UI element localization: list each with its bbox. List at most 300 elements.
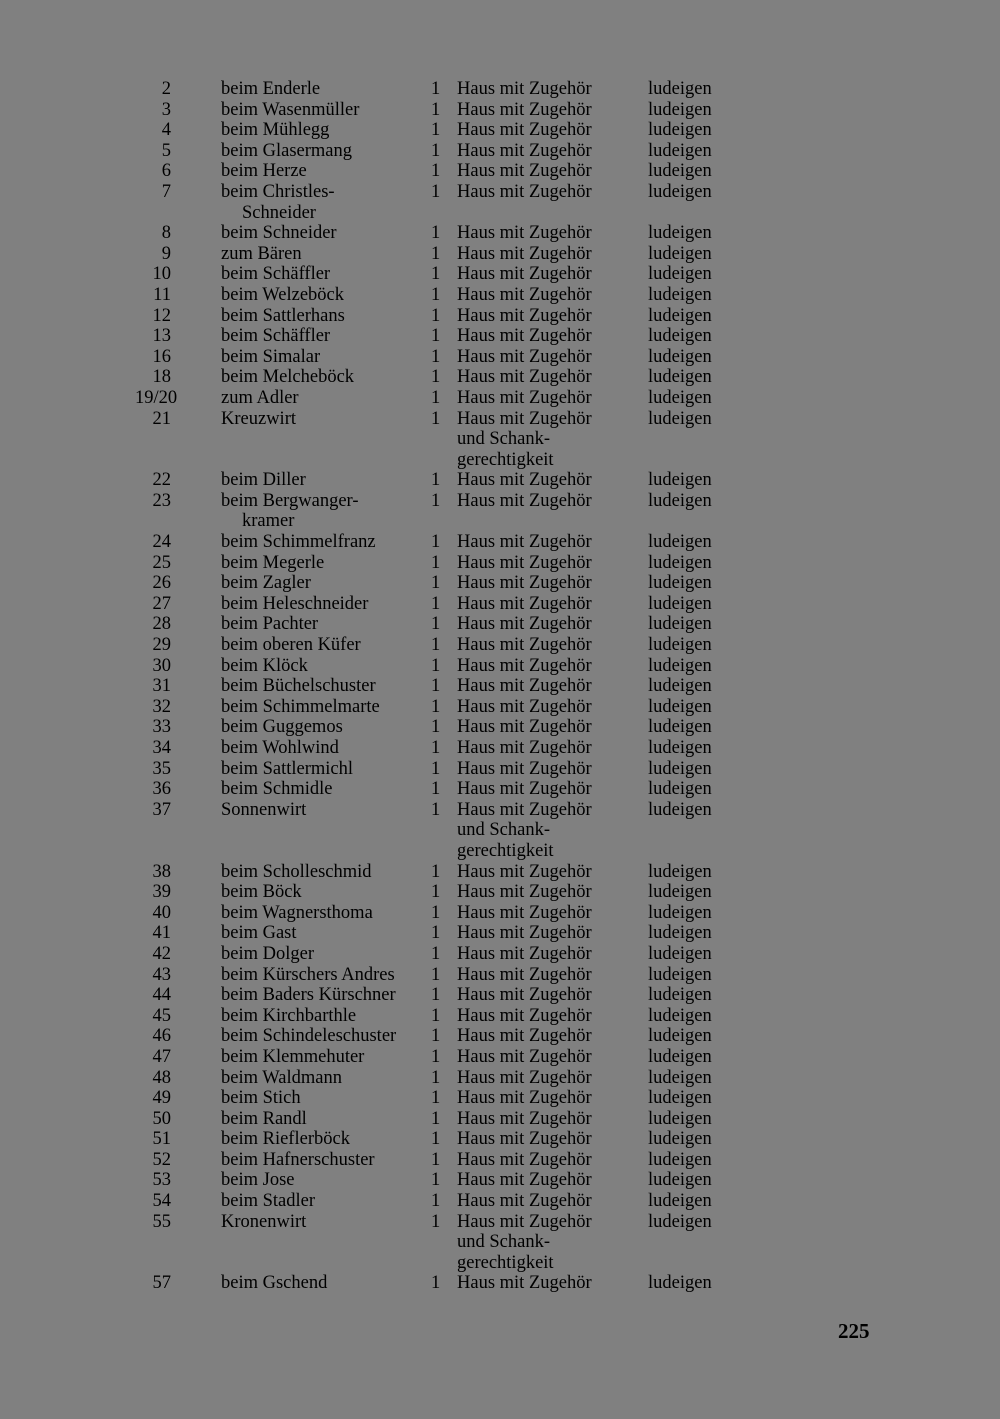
house-name: beim Hafnerschuster (221, 1149, 375, 1170)
house-count: 1 (431, 346, 441, 367)
house-number: 49 (152, 1088, 171, 1109)
house-number: 35 (152, 758, 171, 779)
ownership-status: ludeigen (648, 676, 712, 697)
table-row (0, 141, 1000, 162)
house-name: beim Büchelschuster (221, 676, 376, 697)
house-number: 55 (152, 1211, 171, 1232)
property-description: Haus mit Zugehör (457, 1211, 592, 1232)
house-count: 1 (431, 470, 441, 491)
house-number: 11 (153, 284, 171, 305)
table-row (0, 347, 1000, 368)
house-count: 1 (431, 799, 441, 820)
table-row (0, 676, 1000, 697)
table-row (0, 553, 1000, 574)
ownership-status: ludeigen (648, 346, 712, 367)
ownership-status: ludeigen (648, 1026, 712, 1047)
ownership-status: ludeigen (648, 284, 712, 305)
house-number: 30 (152, 655, 171, 676)
property-description: gerechtigkeit (457, 840, 554, 861)
house-number: 19/20 (135, 387, 178, 408)
house-number: 25 (152, 552, 171, 573)
ownership-status: ludeigen (648, 161, 712, 182)
house-count: 1 (431, 140, 441, 161)
house-name: beim Klöck (221, 655, 308, 676)
table-row (0, 223, 1000, 244)
house-count: 1 (431, 655, 441, 676)
ownership-status: ludeigen (648, 861, 712, 882)
property-description: Haus mit Zugehör (457, 799, 592, 820)
table-row (0, 182, 1000, 203)
table-row (0, 285, 1000, 306)
property-description: Haus mit Zugehör (457, 882, 592, 903)
table-row (0, 635, 1000, 656)
property-description: Haus mit Zugehör (457, 635, 592, 656)
house-name: beim Schneider (221, 223, 337, 244)
property-description: Haus mit Zugehör (457, 305, 592, 326)
house-count: 1 (431, 284, 441, 305)
property-description: Haus mit Zugehör (457, 140, 592, 161)
house-number: 44 (152, 985, 171, 1006)
house-count: 1 (431, 1046, 441, 1067)
house-count: 1 (431, 1191, 441, 1212)
property-description: Haus mit Zugehör (457, 161, 592, 182)
ownership-status: ludeigen (648, 387, 712, 408)
house-name: beim Wasenmüller (221, 99, 360, 120)
house-name: beim Gast (221, 923, 297, 944)
property-description: gerechtigkeit (457, 1252, 554, 1273)
table-row (0, 697, 1000, 718)
house-number: 22 (152, 470, 171, 491)
house-count: 1 (431, 696, 441, 717)
house-count: 1 (431, 181, 441, 202)
ownership-status: ludeigen (648, 1273, 712, 1294)
table-row (0, 573, 1000, 594)
house-count: 1 (431, 758, 441, 779)
property-description: Haus mit Zugehör (457, 367, 592, 388)
property-description: Haus mit Zugehör (457, 1046, 592, 1067)
house-count: 1 (431, 264, 441, 285)
house-name: beim Heleschneider (221, 593, 369, 614)
table-row (0, 903, 1000, 924)
table-row (0, 1170, 1000, 1191)
house-count: 1 (431, 305, 441, 326)
house-number: 27 (152, 593, 171, 614)
house-name: beim Stadler (221, 1191, 316, 1212)
property-description: und Schank- (457, 429, 550, 450)
house-number: 13 (152, 326, 171, 347)
house-name: beim Böck (221, 882, 302, 903)
house-number: 33 (152, 717, 171, 738)
house-name: beim Sattlerhans (221, 305, 345, 326)
ownership-status: ludeigen (648, 552, 712, 573)
house-number: 34 (152, 738, 171, 758)
house-number: 26 (152, 573, 171, 594)
house-name: zum Bären (221, 243, 302, 264)
ownership-status: ludeigen (648, 738, 712, 758)
table-row (0, 1191, 1000, 1212)
table-row (0, 738, 1000, 759)
ownership-status: ludeigen (648, 490, 712, 511)
house-number: 7 (161, 181, 171, 202)
table-row (0, 367, 1000, 388)
property-description: Haus mit Zugehör (457, 243, 592, 264)
ownership-status: ludeigen (648, 717, 712, 738)
house-number: 23 (152, 490, 171, 511)
table-row (0, 429, 1000, 450)
ownership-status: ludeigen (648, 367, 712, 388)
house-number: 41 (152, 923, 171, 944)
house-number: 47 (152, 1046, 171, 1067)
property-description: Haus mit Zugehör (457, 1129, 592, 1150)
table-row (0, 1232, 1000, 1253)
table-row (0, 1109, 1000, 1130)
table-row (0, 965, 1000, 986)
house-number: 3 (161, 99, 171, 120)
table-row (0, 820, 1000, 841)
table-row (0, 717, 1000, 738)
property-description: Haus mit Zugehör (457, 490, 592, 511)
house-number: 32 (152, 696, 171, 717)
house-name: beim Stich (221, 1088, 301, 1109)
house-number: 5 (161, 140, 171, 161)
house-name: beim Randl (221, 1108, 307, 1129)
house-name: beim Megerle (221, 552, 325, 573)
table-row (0, 1068, 1000, 1089)
property-description: Haus mit Zugehör (457, 717, 592, 738)
ownership-status: ludeigen (648, 1005, 712, 1026)
house-count: 1 (431, 243, 441, 264)
house-count: 1 (431, 161, 441, 182)
house-number: 48 (152, 1067, 171, 1088)
property-description: Haus mit Zugehör (457, 1170, 592, 1191)
property-description: Haus mit Zugehör (457, 861, 592, 882)
house-count: 1 (431, 1129, 441, 1150)
house-count: 1 (431, 408, 441, 429)
property-description: Haus mit Zugehör (457, 1026, 592, 1047)
ownership-status: ludeigen (648, 532, 712, 553)
house-name: beim Zagler (221, 573, 311, 594)
table-row (0, 470, 1000, 491)
house-name: beim Guggemos (221, 717, 343, 738)
house-name: beim Waldmann (221, 1067, 342, 1088)
ownership-status: ludeigen (648, 614, 712, 635)
house-name: kramer (242, 511, 295, 532)
ownership-status: ludeigen (648, 1129, 712, 1150)
property-description: Haus mit Zugehör (457, 326, 592, 347)
ownership-status: ludeigen (648, 326, 712, 347)
house-name: beim Gschend (221, 1273, 328, 1294)
ownership-status: ludeigen (648, 655, 712, 676)
house-count: 1 (431, 1005, 441, 1026)
house-count: 1 (431, 387, 441, 408)
house-number: 8 (161, 223, 171, 244)
ownership-status: ludeigen (648, 573, 712, 594)
house-number: 10 (152, 264, 171, 285)
property-description: Haus mit Zugehör (457, 1108, 592, 1129)
house-number: 53 (152, 1170, 171, 1191)
table-row (0, 326, 1000, 347)
property-description: Haus mit Zugehör (457, 758, 592, 779)
house-name: beim Schäffler (221, 326, 331, 347)
table-row (0, 1273, 1000, 1294)
house-count: 1 (431, 1170, 441, 1191)
ownership-status: ludeigen (648, 1108, 712, 1129)
house-count: 1 (431, 120, 441, 141)
house-name: beim Kirchbarthle (221, 1005, 357, 1026)
house-count: 1 (431, 573, 441, 594)
house-name: beim Jose (221, 1170, 295, 1191)
house-name: Kreuzwirt (221, 408, 296, 429)
table-row (0, 161, 1000, 182)
house-name: beim Pachter (221, 614, 319, 635)
house-count: 1 (431, 326, 441, 347)
house-count: 1 (431, 861, 441, 882)
property-description: Haus mit Zugehör (457, 985, 592, 1006)
table-row (0, 511, 1000, 532)
house-name: beim Schmidle (221, 779, 333, 800)
ownership-status: ludeigen (648, 223, 712, 244)
property-description: Haus mit Zugehör (457, 738, 592, 758)
house-count: 1 (431, 490, 441, 511)
property-description: Haus mit Zugehör (457, 181, 592, 202)
table-row (0, 614, 1000, 635)
ownership-status: ludeigen (648, 696, 712, 717)
ownership-status: ludeigen (648, 943, 712, 964)
table-row (0, 841, 1000, 862)
table-row (0, 944, 1000, 965)
table-row (0, 656, 1000, 677)
property-description: Haus mit Zugehör (457, 284, 592, 305)
house-number: 39 (152, 882, 171, 903)
table-row (0, 491, 1000, 512)
table-row (0, 759, 1000, 780)
house-count: 1 (431, 223, 441, 244)
table-row (0, 1150, 1000, 1171)
house-number: 4 (161, 120, 171, 141)
house-number: 57 (152, 1273, 171, 1294)
ownership-status: ludeigen (648, 470, 712, 491)
ownership-status: ludeigen (648, 1046, 712, 1067)
house-count: 1 (431, 99, 441, 120)
house-count: 1 (431, 676, 441, 697)
house-count: 1 (431, 1149, 441, 1170)
house-name: beim Rieflerböck (221, 1129, 350, 1150)
table-row (0, 100, 1000, 121)
house-name: beim Kürschers Andres (221, 964, 395, 985)
property-description: Haus mit Zugehör (457, 99, 592, 120)
table-row (0, 1088, 1000, 1109)
ownership-status: ludeigen (648, 243, 712, 264)
property-description: gerechtigkeit (457, 449, 554, 470)
house-count: 1 (431, 738, 441, 758)
house-name: beim Schimmelfranz (221, 532, 376, 553)
house-number: 28 (152, 614, 171, 635)
ownership-status: ludeigen (648, 923, 712, 944)
house-name: beim Scholleschmid (221, 861, 372, 882)
house-number: 9 (161, 243, 171, 264)
house-name: beim Welzeböck (221, 284, 344, 305)
house-name: beim Schäffler (221, 264, 331, 285)
house-number: 54 (152, 1191, 171, 1212)
house-name: beim Schindeleschuster (221, 1026, 397, 1047)
house-name: Schneider (242, 202, 316, 223)
page-number: 225 (838, 1319, 870, 1343)
house-count: 1 (431, 964, 441, 985)
ownership-status: ludeigen (648, 408, 712, 429)
property-description: Haus mit Zugehör (457, 943, 592, 964)
ownership-status: ludeigen (648, 964, 712, 985)
property-description: Haus mit Zugehör (457, 532, 592, 553)
property-description: Haus mit Zugehör (457, 120, 592, 141)
ownership-status: ludeigen (648, 902, 712, 923)
house-name: beim Wohlwind (221, 738, 339, 758)
ownership-status: ludeigen (648, 305, 712, 326)
ownership-status: ludeigen (648, 1088, 712, 1109)
ownership-status: ludeigen (648, 593, 712, 614)
ownership-status: ludeigen (648, 635, 712, 656)
house-number: 40 (152, 902, 171, 923)
house-count: 1 (431, 367, 441, 388)
house-name: Kronenwirt (221, 1211, 307, 1232)
property-description: Haus mit Zugehör (457, 696, 592, 717)
property-description: Haus mit Zugehör (457, 552, 592, 573)
property-description: und Schank- (457, 820, 550, 841)
ownership-status: ludeigen (648, 140, 712, 161)
table-row (0, 1026, 1000, 1047)
property-description: Haus mit Zugehör (457, 573, 592, 594)
house-name: beim Glasermang (221, 140, 352, 161)
house-number: 38 (152, 861, 171, 882)
table-row (0, 1212, 1000, 1233)
property-description: Haus mit Zugehör (457, 470, 592, 491)
house-count: 1 (431, 985, 441, 1006)
property-description: Haus mit Zugehör (457, 1088, 592, 1109)
property-description: Haus mit Zugehör (457, 964, 592, 985)
house-number: 37 (152, 799, 171, 820)
house-number: 45 (152, 1005, 171, 1026)
house-count: 1 (431, 779, 441, 800)
house-name: beim Diller (221, 470, 306, 491)
table-row (0, 120, 1000, 141)
ownership-status: ludeigen (648, 1170, 712, 1191)
property-description: und Schank- (457, 1232, 550, 1253)
house-number: 42 (152, 943, 171, 964)
property-description: Haus mit Zugehör (457, 408, 592, 429)
house-number: 36 (152, 779, 171, 800)
table-row (0, 985, 1000, 1006)
property-description: Haus mit Zugehör (457, 614, 592, 635)
house-number: 31 (152, 676, 171, 697)
property-description: Haus mit Zugehör (457, 923, 592, 944)
property-description: Haus mit Zugehör (457, 1273, 592, 1294)
ownership-status: ludeigen (648, 1067, 712, 1088)
table-row (0, 532, 1000, 553)
house-count: 1 (431, 79, 441, 99)
table-row (0, 1129, 1000, 1150)
ownership-status: ludeigen (648, 799, 712, 820)
house-name: beim Christles- (221, 181, 335, 202)
table-row (0, 862, 1000, 883)
house-number: 21 (152, 408, 171, 429)
house-count: 1 (431, 882, 441, 903)
table-row (0, 264, 1000, 285)
house-name: beim Baders Kürschner (221, 985, 396, 1006)
house-number: 2 (161, 79, 171, 99)
house-name: zum Adler (221, 387, 299, 408)
house-count: 1 (431, 614, 441, 635)
table-row (0, 409, 1000, 430)
house-name: beim Klemmehuter (221, 1046, 365, 1067)
ownership-status: ludeigen (648, 99, 712, 120)
property-description: Haus mit Zugehör (457, 1191, 592, 1212)
ownership-status: ludeigen (648, 264, 712, 285)
house-count: 1 (431, 1088, 441, 1109)
property-description: Haus mit Zugehör (457, 902, 592, 923)
table-row (0, 388, 1000, 409)
house-number: 46 (152, 1026, 171, 1047)
ownership-status: ludeigen (648, 120, 712, 141)
house-count: 1 (431, 635, 441, 656)
house-count: 1 (431, 923, 441, 944)
property-description: Haus mit Zugehör (457, 264, 592, 285)
property-description: Haus mit Zugehör (457, 387, 592, 408)
ownership-status: ludeigen (648, 1191, 712, 1212)
house-name: beim Melcheböck (221, 367, 355, 388)
house-number: 18 (152, 367, 171, 388)
table-row (0, 306, 1000, 327)
house-count: 1 (431, 1273, 441, 1294)
property-description: Haus mit Zugehör (457, 655, 592, 676)
ownership-status: ludeigen (648, 985, 712, 1006)
property-description: Haus mit Zugehör (457, 593, 592, 614)
house-name: beim Simalar (221, 346, 321, 367)
ownership-status: ludeigen (648, 1211, 712, 1232)
ownership-status: ludeigen (648, 1149, 712, 1170)
house-name: beim oberen Küfer (221, 635, 361, 656)
house-count: 1 (431, 717, 441, 738)
property-description: Haus mit Zugehör (457, 779, 592, 800)
table-row (0, 203, 1000, 224)
house-name: beim Bergwanger- (221, 490, 359, 511)
table-row (0, 79, 1000, 100)
table-row (0, 1253, 1000, 1274)
house-number: 51 (152, 1129, 171, 1150)
house-number: 43 (152, 964, 171, 985)
house-count: 1 (431, 1067, 441, 1088)
house-count: 1 (431, 593, 441, 614)
house-number: 12 (152, 305, 171, 326)
house-count: 1 (431, 1211, 441, 1232)
house-count: 1 (431, 943, 441, 964)
house-register-table (0, 79, 1000, 1294)
house-number: 24 (152, 532, 171, 553)
house-name: Sonnenwirt (221, 799, 307, 820)
house-name: beim Mühlegg (221, 120, 330, 141)
house-number: 16 (152, 346, 171, 367)
house-number: 52 (152, 1149, 171, 1170)
property-description: Haus mit Zugehör (457, 676, 592, 697)
house-name: beim Schimmelmarte (221, 696, 380, 717)
property-description: Haus mit Zugehör (457, 346, 592, 367)
ownership-status: ludeigen (648, 79, 712, 99)
property-description: Haus mit Zugehör (457, 1149, 592, 1170)
house-name: beim Herze (221, 161, 307, 182)
table-row (0, 923, 1000, 944)
property-description: Haus mit Zugehör (457, 79, 592, 99)
table-row (0, 450, 1000, 471)
house-name: beim Dolger (221, 943, 314, 964)
house-name: beim Wagnersthoma (221, 902, 373, 923)
